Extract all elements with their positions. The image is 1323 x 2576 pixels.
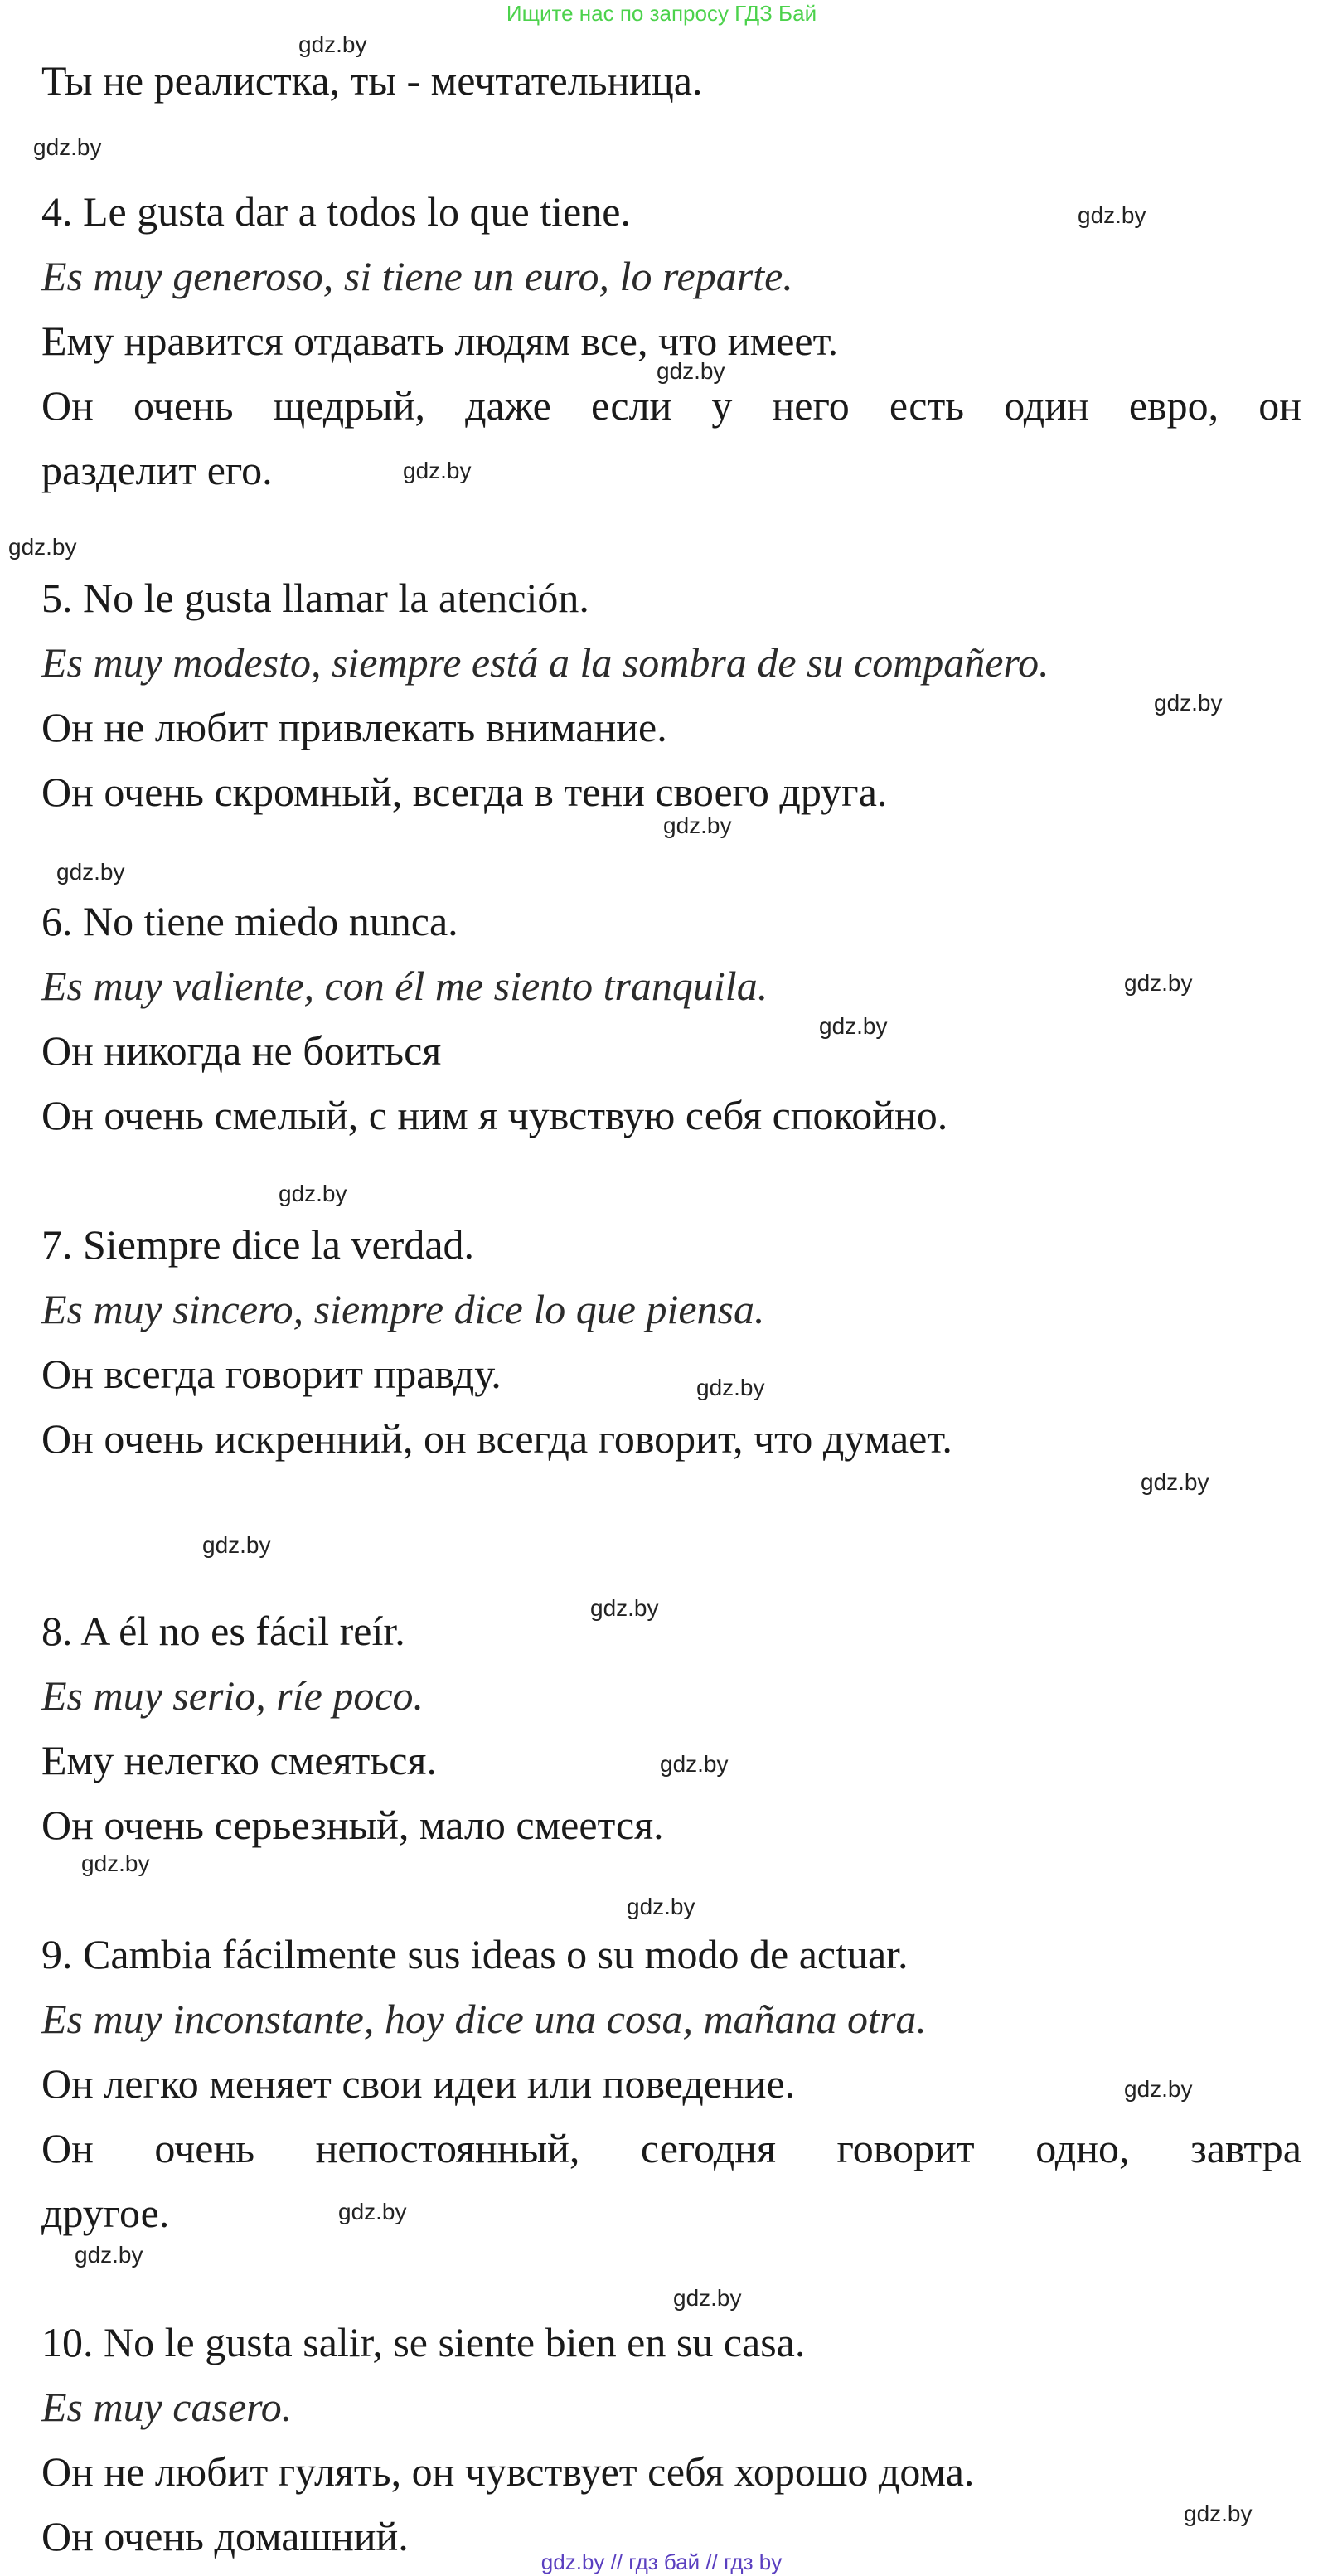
watermark: gdz.by [81,1851,150,1876]
watermark: gdz.by [279,1181,347,1206]
text-line: 8. A él no es fácil reír. [41,1608,405,1654]
watermark: gdz.by [8,534,77,560]
watermark: gdz.by [1154,690,1223,716]
text-line: 10. No le gusta salir, se siente bien en su casa. [41,2319,806,2365]
watermark: gdz.by [1124,970,1193,996]
text-line: Он не любит привлекать внимание. [41,704,667,750]
text-line: Он легко меняет свои идеи или поведение. [41,2060,796,2107]
text-line: 5. No le gusta llamar la atención. [41,575,589,621]
text-line: Он очень непостоянный, сегодня говорит одно, завтра [41,2125,1301,2171]
text-line: 6. No tiene miedo nunca. [41,898,458,944]
text-line: Es muy sincero, siempre dice lo que piensa. [41,1286,765,1332]
text-line: Es muy serio, ríe poco. [41,1672,424,1719]
text-line: Ты не реалистка, ты - мечтательница. [41,57,703,104]
watermark: gdz.by [660,1751,729,1777]
watermark: gdz.by [1078,202,1146,228]
watermark: gdz.by [627,1894,695,1919]
watermark: gdz.by [33,134,102,160]
text-line: Он никогда не боиться [41,1027,442,1074]
text-line: Es muy valiente, con él me siento tranquila. [41,963,768,1009]
text-line: Es muy inconstante, hoy dice una cosa, mañana otra. [41,1996,927,2042]
watermark: gdz.by [403,458,472,483]
text-line: другое. [41,2190,170,2236]
watermark: gdz.by [1184,2501,1253,2526]
watermark: gdz.by [56,859,125,885]
watermark: gdz.by [590,1595,659,1621]
text-line: 4. Le gusta dar a todos lo que tiene. [41,188,631,235]
text-line: Es muy modesto, siempre está a la sombra de su compañero. [41,639,1049,686]
text-line: Он очень серьезный, мало смеется. [41,1802,664,1848]
watermark: gdz.by [673,2285,742,2311]
text-line: 7. Siempre dice la verdad. [41,1221,475,1268]
bottom-banner: gdz.by // гдз бай // гдз by [540,2549,783,2574]
text-line: Он очень домашний. [41,2513,409,2559]
watermark: gdz.by [657,358,725,384]
watermark: gdz.by [338,2199,407,2224]
text-line: Он очень скромный, всегда в тени своего друга. [41,769,888,815]
text-line: Es muy casero. [41,2384,293,2430]
text-line: Es muy generoso, si tiene un euro, lo reparte. [41,253,793,299]
text-line: 9. Cambia fácilmente sus ideas o su modo de actuar. [41,1931,909,1977]
watermark: gdz.by [298,32,367,57]
text-line: Он не любит гулять, он чувствует себя хорошо дома. [41,2448,975,2495]
text-line: разделит его. [41,447,273,493]
text-line: Он очень щедрый, даже если у него есть один евро, он [41,382,1301,429]
watermark: gdz.by [663,813,732,838]
top-banner: Ищите нас по запросу ГДЗ Бай [506,1,817,26]
text-line: Он всегда говорит правду. [41,1351,502,1397]
text-line: Ему нелегко смеяться. [41,1737,437,1783]
watermark: gdz.by [1124,2076,1193,2102]
text-line: Ему нравится отдавать людям все, что имеет. [41,318,839,364]
watermark: gdz.by [819,1013,888,1039]
text-line: Он очень смелый, с ним я чувствую себя спокойно. [41,1092,948,1138]
watermark: gdz.by [75,2242,143,2268]
watermark: gdz.by [202,1532,271,1558]
text-line: Он очень искренний, он всегда говорит, что думает. [41,1415,952,1462]
watermark: gdz.by [696,1375,765,1400]
watermark: gdz.by [1141,1469,1209,1495]
